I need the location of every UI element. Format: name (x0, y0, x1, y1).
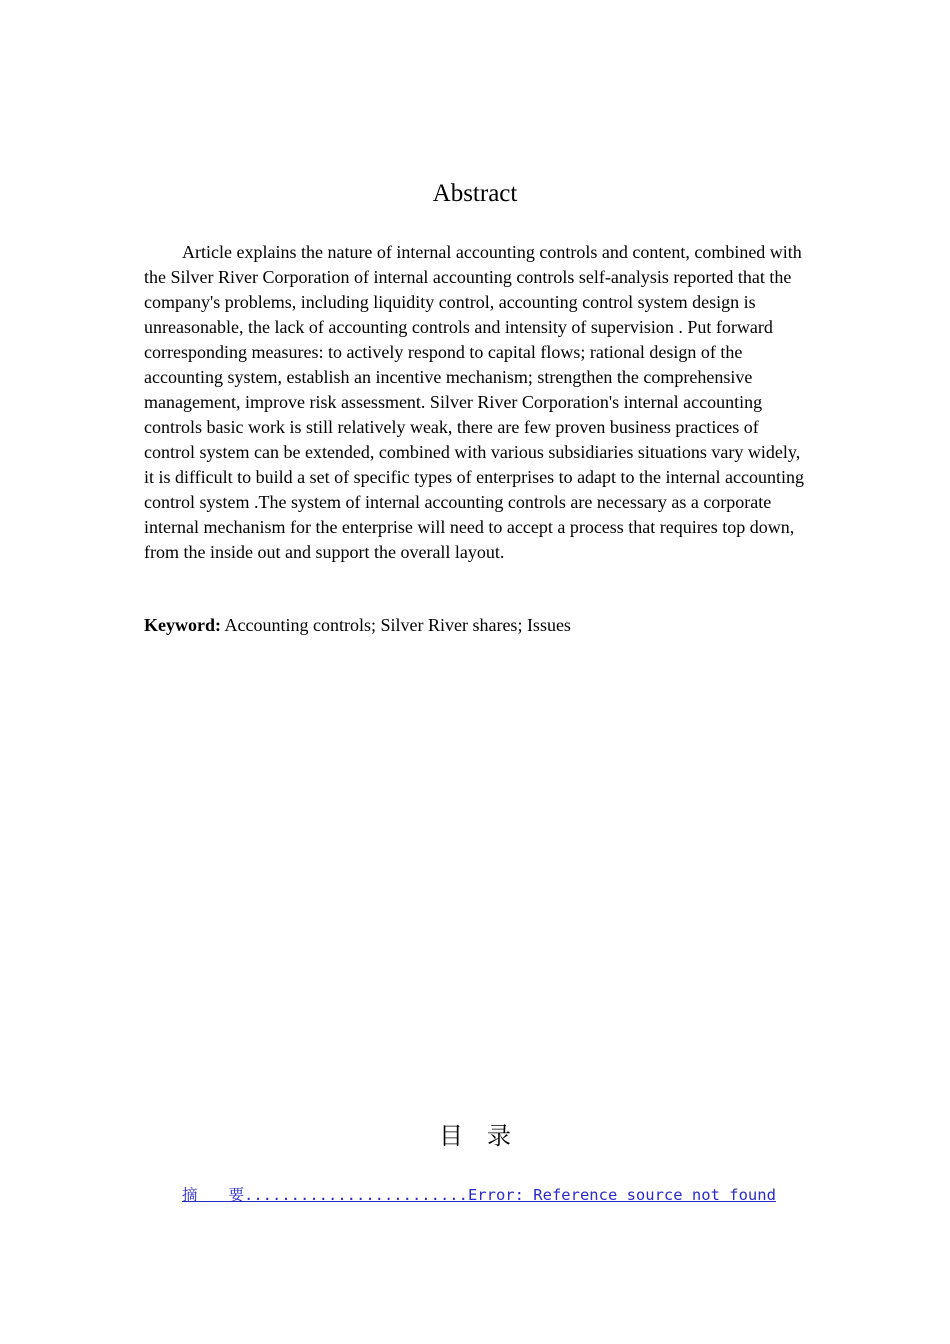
keyword-label: Keyword: (144, 615, 221, 635)
abstract-paragraph: Article explains the nature of internal accounting controls and content, combined with the Silver River Corporation of internal accounting controls self-analysis reported that the company's problems, including liquidity control, accounting control system design is unreasonable, the lack of accounting controls and intensity of supervision . Put forward corresponding measures: to actively respond to capital flows; rational design of the accounting system, establish an incentive mechanism; strengthen the comprehensive management, improve risk assessment. Silver River Corporation's internal accounting controls basic work is still relatively weak, there are few proven business practices of control system can be extended, combined with various subsidiaries situations vary widely, it is difficult to build a set of specific types of enterprises to adapt to the internal accounting control system .The system of internal accounting controls are necessary as a corporate internal mechanism for the enterprise will need to accept a process that requires top down, from the inside out and support the overall layout. (144, 242, 804, 562)
keyword-values: Accounting controls; Silver River shares; Issues (224, 615, 571, 635)
toc-entry-abstract-link[interactable]: 摘 要........................Error: Reference source not found (182, 1186, 776, 1204)
toc-heading: 目 录 (439, 1122, 511, 1150)
abstract-heading: Abstract (432, 180, 518, 207)
keyword-line (144, 613, 808, 638)
